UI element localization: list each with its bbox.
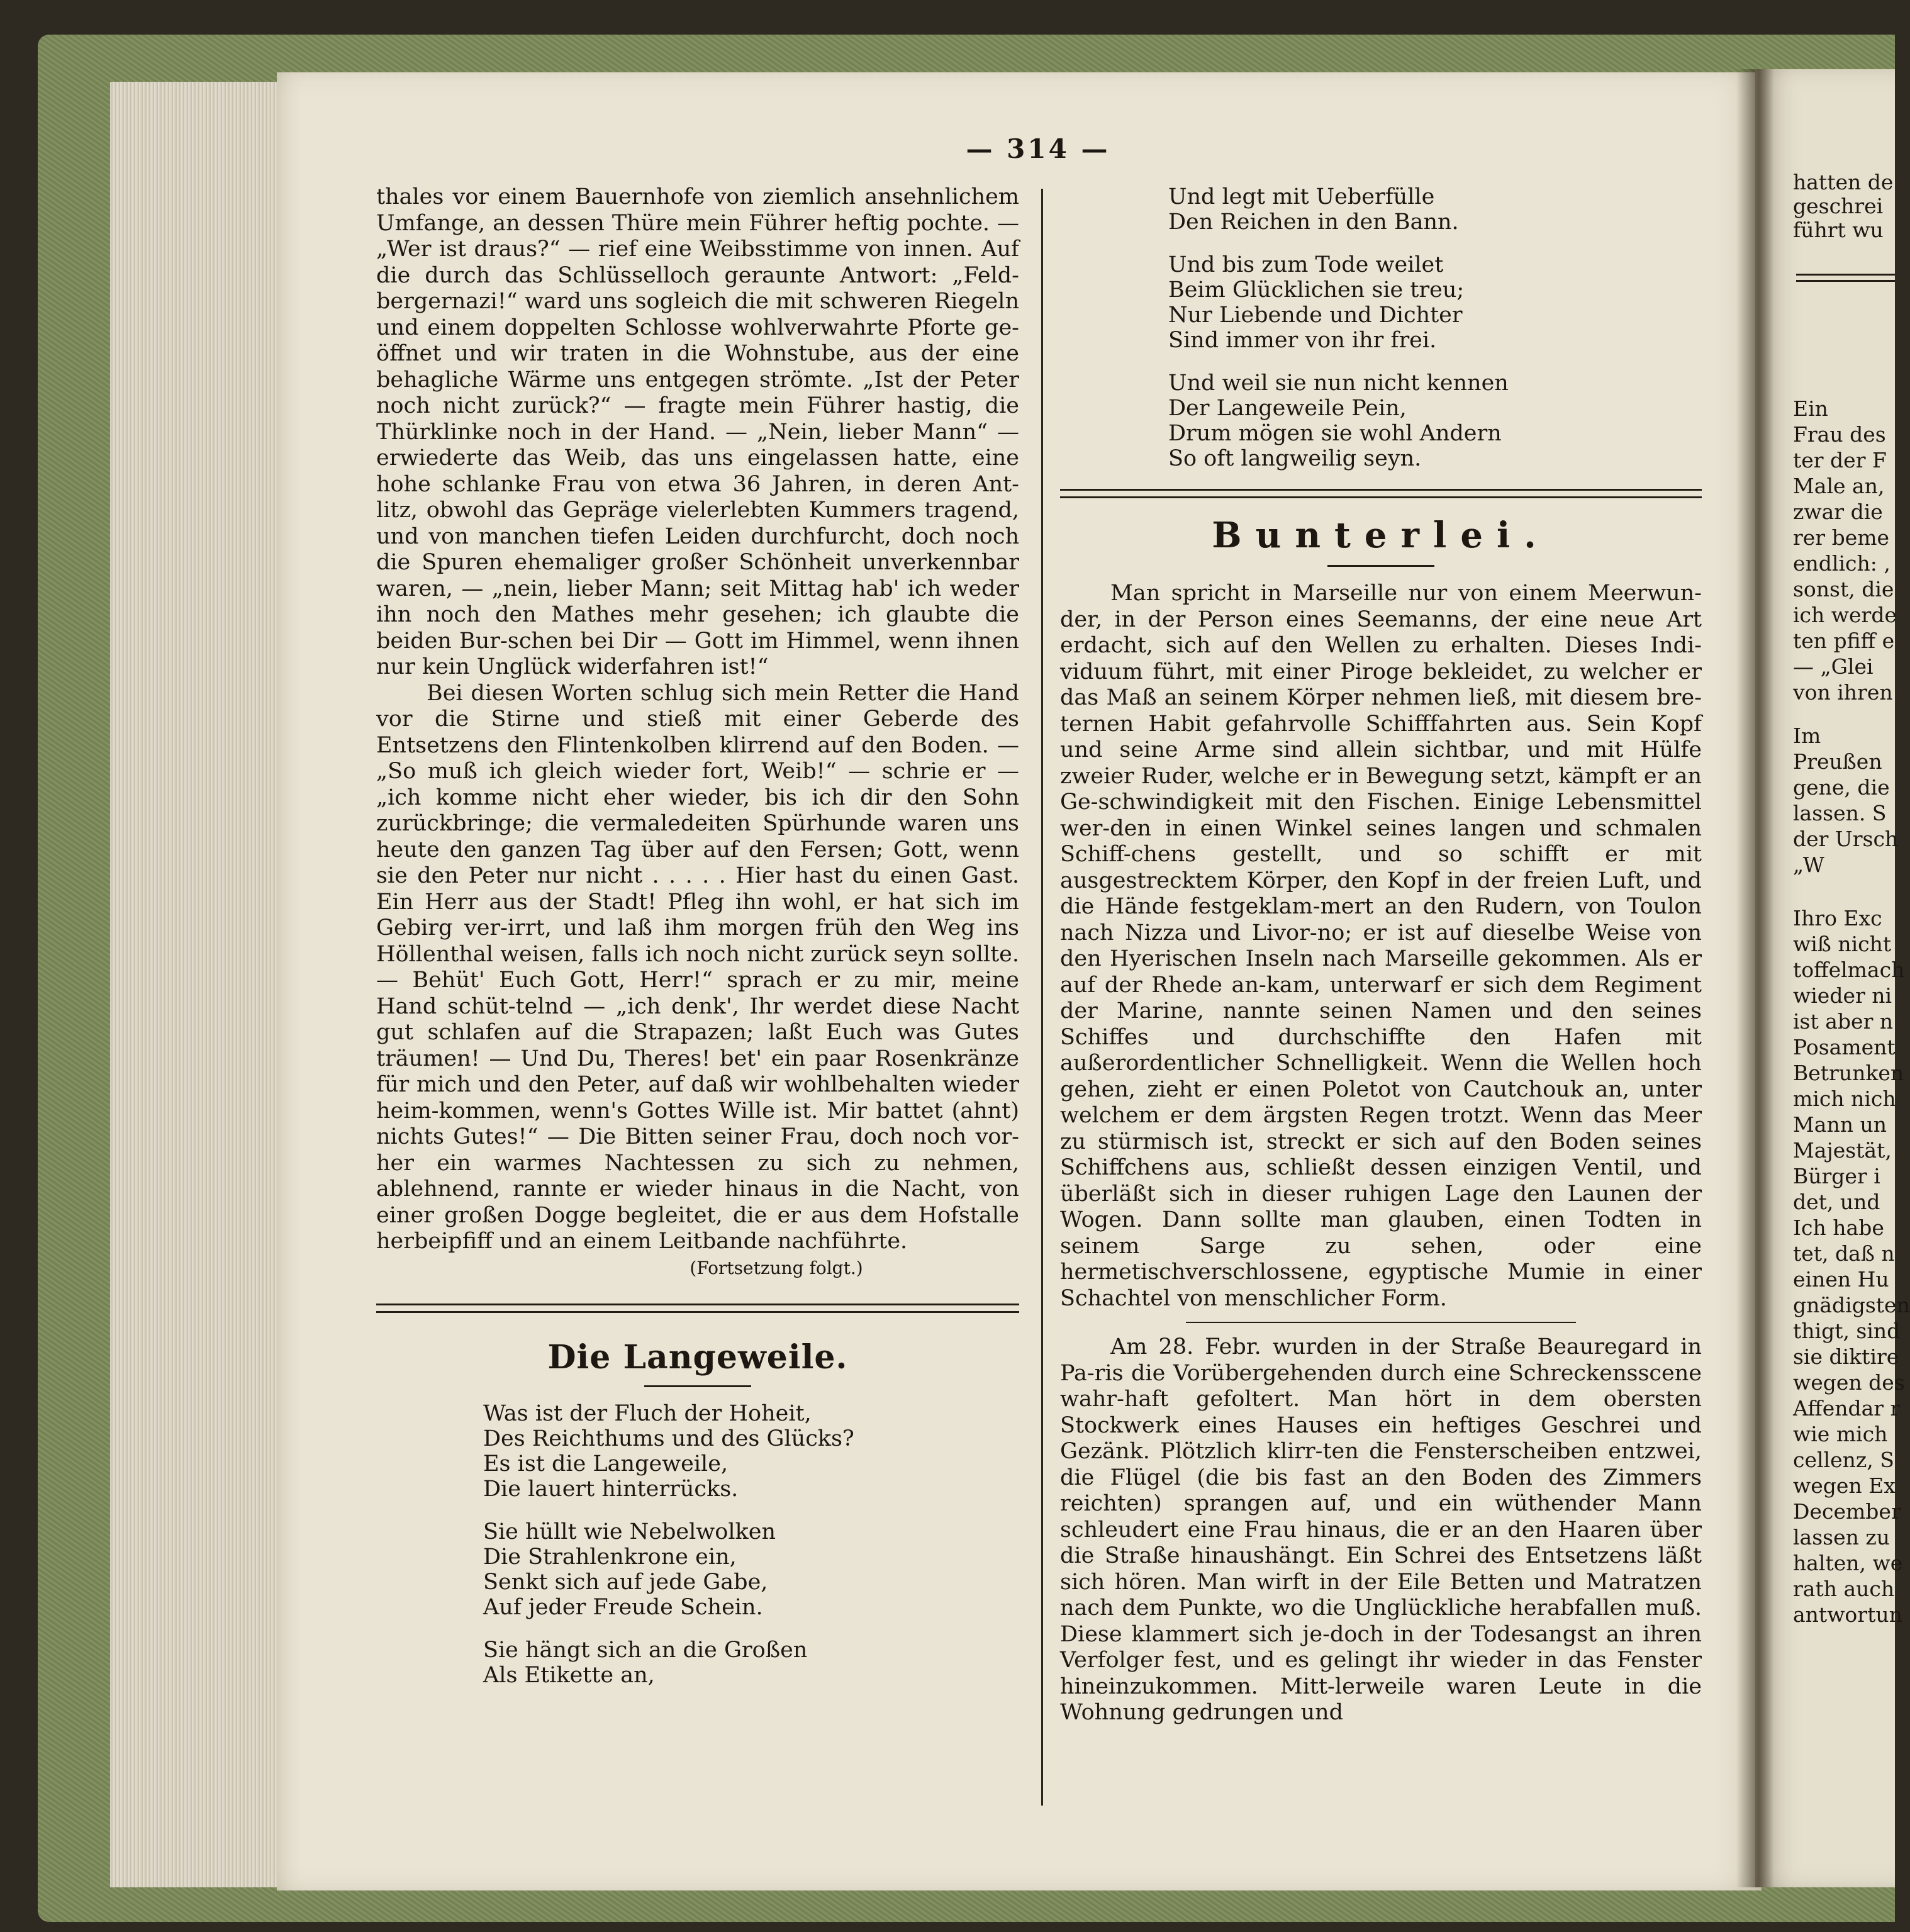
verse-line: Den Reichen in den Bann. [1168,209,1459,235]
facing-page-line: wiß nicht [1793,932,1892,956]
facing-page-line: tet, daß n [1793,1241,1895,1266]
verse-line: Nur Liebende und Dichter [1168,303,1463,328]
verse-line: Des Reichthums und des Glücks? [483,1426,854,1451]
facing-page-line: Mann un [1793,1112,1887,1137]
verse-line: Als Etikette an, [483,1662,655,1688]
verse-line: Und weil sie nun nicht kennen [1168,371,1509,396]
title-rule [1327,565,1434,567]
facing-page-line: gene, die [1793,775,1890,800]
facing-page-line: det, und [1793,1190,1880,1214]
facing-page-line: — „Glei [1793,654,1874,679]
left-column [376,184,1019,1706]
facing-page-line: sonst, die [1793,577,1894,601]
facing-page-line: cellenz, S [1793,1448,1894,1472]
facing-page-rule [1796,274,1895,282]
facing-page-line: gnädigsten [1793,1293,1910,1317]
facing-page-line: führt wu [1793,218,1884,242]
facing-page-line: wegen des [1793,1370,1905,1395]
story-paragraph: Bei diesen Worten schlug sich mein Retter die Hand vor die Stirne und stieß mit einer Geberde des Entsetzens den Flintenkolben klirrend auf den Boden. — „So muß ich gleich wieder fort, Weib!“ — schrie er — „ich komme nicht eher wieder, bis ich dir den Sohn zurückbringe; die vermaledeiten Spürhunde waren uns heute den ganzen Tag über auf den Fersen; Gott, wenn sie den Peter nur nicht . . . . . Hier hast du einen Gast. Ein Herr aus der Stadt! Pfleg ihn wohl, er hat sich im Gebirg ver-irrt, und laß ihm morgen früh den Weg ins Höllenthal weisen, falls ich noch nicht zurück seyn sollte. — Behüt' Euch Gott, Herr!“ sprach er zu mir, meine Hand schüt-telnd — „ich denk', Ihr werdet diese Nacht gut schlafen auf die Strapazen; laßt Euch was Gutes träumen! — Und Du, Theres! bet' ein paar Rosenkränze für mich und den Peter, auf daß wir wohlbehalten wieder heim-kommen, wenn's Gottes Wille ist. Mir battet (ahnt) nichts Gutes!“ — Die Bitten seiner Frau, doch noch vor-her ein warmes Nachtessen zu sich zu nehmen, ablehnend, rannte er wieder hinaus in die Nacht, von einer großen Dogge begleitet, die er aus dem Hofstalle herbeipfiff und an einem Leitbande nachführte. [376,680,1019,1254]
news-paragraph: Am 28. Febr. wurden in der Straße Beauregard in Pa-ris die Vorübergehenden durch eine Schreckensscene wahr-haft gefoltert. Man hört in dem obersten Stockwerk eines Hauses ein heftiges Geschrei und Gezänk. Plötzlich klirr-ten die Fensterscheiben entzwei, die Flügel (die bis fast an den Boden des Zimmers reichten) sprangen auf, und ein wüthender Mann schleudert eine Frau hinaus, die er an den Haaren über die Straße hinaushängt. Ein Schrei des Entsetzens läßt sich hören. Man wirft in der Eile Betten und Matratzen nach dem Punkte, wo die Unglückliche herabfallen muß. Diese klammert sich je-doch in der Todesangst an ihren Verfolger fest, und es gelingt ihr wieder in das Fenster hineinzukommen. Mitt-lerweile waren Leute in die Wohnung gedrungen und [1060,1334,1702,1725]
facing-page-line: Ihro Exc [1793,906,1882,930]
facing-page-line: wegen Ex [1793,1473,1896,1498]
facing-page-line: toffelmach [1793,958,1905,982]
facing-page-line: ich werde [1793,603,1897,627]
stanza [483,1401,1019,1502]
stanza [1168,371,1702,471]
facing-page-line: geschrei [1793,194,1884,218]
right-column [1060,184,1702,1726]
verse-line: So oft langweilig seyn. [1168,446,1422,471]
column-rule [1041,189,1043,1806]
verse-line: Auf jeder Freude Schein. [483,1594,763,1620]
continued-note: (Fortsetzung folgt.) [690,1257,863,1278]
facing-page-line: Majestät, [1793,1138,1892,1163]
facing-page-line: Ich habe [1793,1215,1884,1240]
facing-page-line: thigt, sind [1793,1319,1901,1343]
facing-page-line: zwar die [1793,500,1883,524]
page-number: — 314 — [966,133,1110,164]
news-separator [1186,1322,1576,1323]
verse-line: Die Strahlenkrone ein, [483,1544,737,1570]
facing-page-line: wie mich [1793,1422,1888,1446]
facing-page-line: ist aber n [1793,1009,1894,1034]
facing-page-line: halten, we [1793,1551,1903,1575]
facing-page-line: mich nich [1793,1086,1896,1111]
verse-line: Der Langeweile Pein, [1168,396,1407,421]
verse-line: Was ist der Fluch der Hoheit, [483,1400,812,1426]
section-title: Bunterlei. [1212,515,1550,556]
facing-page-line: Posament [1793,1035,1896,1059]
facing-page-line: Im [1793,723,1821,748]
news-paragraph: Man spricht in Marseille nur von einem Meerwun-der, in der Person eines Seemanns, der eine neue Art erdacht, sich auf den Wellen zu erhalten. Dieses Indi-viduum führt, mit einer Piroge bekleidet, zu welcher er das Maß an seinem Körper nehmen ließ, mit diesem bre-ternen Habit gefahrvolle Schifffahrten aus. Sein Kopf und seine Arme sind allein sichtbar, und mit Hülfe zweier Ruder, welche er in Bewegung setzt, kämpft er an Ge-schwindigkeit mit den Fischen. Einige Lebensmittel wer-den in einen Winkel seines langen und schmalen Schiff-chens gestellt, und so schifft er mit ausgestrecktem Körper, den Kopf in der freien Luft, und die Hände festgeklam-mert an den Rudern, von Toulon nach Nizza und Livor-no; er ist auf dieselbe Weise von den Hyerischen Inseln nach Marseille gekommen. Als er auf der Rhede an-kam, unterwarf er sich dem Regiment der Marine, nannte seinen Namen und den seines Schiffes und durchschiffte den Hafen mit außerordentlicher Schnelligkeit. Wenn die Wellen hoch gehen, zieht er einen Poletot von Cautchouk an, unter welchem er dem ärgsten Regen trotzt. Wenn das Meer zu stürmisch ist, streckt er sich auf den Boden seines Schiffchens aus, schließt dessen einzigen Ventil, und überläßt sich in dieser ruhigen Lage den Launen der Wogen. Dann sollte man glauben, einen Todten in seinem Sarge zu sehen, oder eine hermetischverschlossene, egyptische Mumie in einer Schachtel von menschlicher Form. [1060,581,1702,1311]
poem-title: Die Langeweile. [547,1337,848,1376]
facing-page-line: ten pfiff e [1793,628,1895,653]
facing-page-line: hatten de [1793,170,1894,194]
verse-line: Es ist die Langeweile, [483,1451,729,1477]
stanza [483,1519,1019,1620]
stanza [1168,184,1702,235]
facing-page-line: Affendar r [1793,1396,1901,1421]
verse-line: Sind immer von ihr frei. [1168,328,1437,353]
verse-line: Beim Glücklichen sie treu; [1168,277,1465,303]
facing-page-line: Ein [1793,396,1828,421]
section-divider [376,1304,1019,1313]
facing-page-line: von ihren [1793,680,1893,705]
facing-page-line: Betrunken [1793,1061,1904,1085]
facing-page-line: wieder ni [1793,983,1892,1008]
facing-page-line: der Ursch [1793,827,1899,851]
poem [376,1401,1019,1688]
facing-page-line: rath auch [1793,1577,1895,1601]
stanza [483,1638,1019,1688]
facing-page-line: Bürger i [1793,1164,1880,1188]
book-gutter [1736,69,1774,1887]
verse-line: Und bis zum Tode weilet [1168,252,1444,277]
verse-line: Und legt mit Ueberfülle [1168,184,1435,209]
title-rule [644,1385,751,1387]
facing-page-line: endlich: , [1793,551,1890,576]
facing-page-line: lassen zu [1793,1525,1890,1550]
stanza [1168,252,1702,353]
facing-page-line: ter der F [1793,448,1887,472]
poem-continued [1060,184,1702,471]
verse-line: Sie hüllt wie Nebelwolken [483,1519,776,1544]
facing-page-line: „W [1793,852,1824,877]
facing-page-line: Preußen [1793,749,1882,774]
facing-page-line: antwortun [1793,1602,1902,1627]
facing-page-line: lassen. S [1793,801,1887,825]
facing-page-line: Frau des [1793,422,1886,447]
verse-line: Drum mögen sie wohl Andern [1168,421,1502,446]
facing-page-line: einen Hu [1793,1267,1889,1292]
facing-page-line: sie diktire [1793,1344,1899,1369]
verse-line: Senkt sich auf jede Gabe, [483,1569,768,1595]
section-divider [1060,489,1702,498]
facing-page-line: rer beme [1793,525,1890,550]
page-edges [110,82,284,1887]
story-paragraph: thales vor einem Bauernhofe von ziemlich ansehnlichem Umfange, an dessen Thüre mein Führer heftig pochte. — „Wer ist draus?“ — rief eine Weibsstimme von innen. Auf die durch das Schlüsselloch geraunte Antwort: „Feld-bergernazi!“ ward uns sogleich die mit schweren Riegeln und einem doppelten Schlosse wohlverwahrte Pforte ge-öffnet und wir traten in die Wohnstube, aus der eine behagliche Wärme uns entgegen strömte. „Ist der Peter noch nicht zurück?“ — fragte mein Führer hastig, die Thürklinke noch in der Hand. — „Nein, lieber Mann“ — erwiederte das Weib, das uns eingelassen hatte, eine hohe schlanke Frau von etwa 36 Jahren, in deren Ant-litz, obwohl das Gepräge vielerlebten Kummers tragend, und von manchen tiefen Leiden durchfurcht, doch noch die Spuren ehemaliger großer Schönheit unverkennbar waren, — „nein, lieber Mann; seit Mittag hab' ich weder ihn noch den Mathes mehr gesehen; ich glaubte die beiden Bur-schen bei Dir — Gott im Himmel, wenn ihnen nur kein Unglück widerfahren ist!“ [376,184,1019,679]
facing-page-line: December [1793,1499,1901,1524]
facing-page-line: Male an, [1793,474,1885,498]
verse-line: Sie hängt sich an die Großen [483,1637,808,1663]
verse-line: Die lauert hinterrücks. [483,1476,739,1502]
